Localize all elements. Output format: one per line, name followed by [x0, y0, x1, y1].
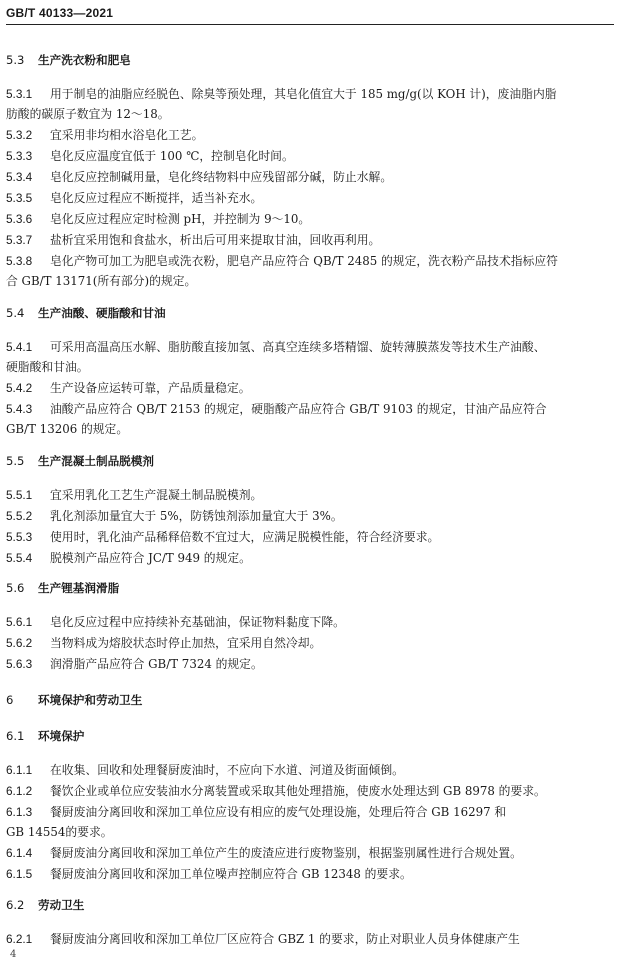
- clause-text: 生产洗衣粉和肥皂: [38, 53, 131, 67]
- clause-text: 餐厨废油分离回收和深加工单位应设有相应的废气处理设施，处理后符合 GB 16297 和: [50, 805, 507, 819]
- clause: [6, 399, 620, 419]
- clause: [6, 633, 620, 653]
- clause: [6, 167, 620, 187]
- section-heading: [6, 690, 620, 710]
- clause-text: GB/T 13206 的规定。: [6, 422, 129, 436]
- clause-text: 脱模剂产品应符合 JC/T 949 的规定。: [50, 551, 251, 565]
- clause-text: 肪酸的碳原子数宜为 12～18。: [6, 107, 170, 121]
- clause-continuation: [6, 419, 620, 439]
- clause-text: 油酸产品应符合 QB/T 2153 的规定，硬脂酸产品应符合 GB/T 9103 的规定，甘油产品应符合: [50, 402, 547, 416]
- clause-number: 5.5.3: [6, 530, 33, 544]
- clause-text: 餐饮企业或单位应安装油水分离装置或采取其他处理措施，使废水处理达到 GB 8978 的要求。: [50, 784, 546, 798]
- clause: [6, 929, 620, 949]
- clause-number: 5.6.1: [6, 615, 33, 629]
- clause-number: 5.4: [6, 306, 25, 320]
- clause-number: 5.4.3: [6, 402, 33, 416]
- clause-text: 皂化产物可加工为肥皂或洗衣粉，肥皂产品应符合 QB/T 2485 的规定，洗衣粉产品技术指标应符: [50, 254, 558, 268]
- clause-text: 餐厨废油分离回收和深加工单位产生的废渣应进行废物鉴别，根据鉴别属性进行合规处置。: [50, 846, 522, 860]
- clause: [6, 802, 620, 822]
- clause-text: 生产锂基润滑脂: [38, 581, 120, 595]
- clause-text: 皂化反应过程中应持续补充基础油，保证物料黏度下降。: [50, 615, 345, 629]
- clause: [6, 843, 620, 863]
- standard-code: GB/T 40133—2021: [6, 6, 114, 20]
- clause-text: 使用时，乳化油产品稀释倍数不宜过大，应满足脱模性能，符合经济要求。: [50, 530, 440, 544]
- clause-text: 生产设备应运转可靠，产品质量稳定。: [50, 381, 251, 395]
- section-heading: [6, 451, 620, 471]
- section-heading: [6, 303, 620, 323]
- clause: [6, 527, 620, 547]
- page-number: 4: [10, 949, 17, 960]
- clause-number: 5.6: [6, 581, 25, 595]
- clause-number: 5.3.8: [6, 254, 33, 268]
- clause-text: 乳化剂添加量宜大于 5%，防锈蚀剂添加量宜大于 3%。: [50, 509, 343, 523]
- clause-number: 6.1.4: [6, 846, 33, 860]
- clause-text: 餐厨废油分离回收和深加工单位厂区应符合 GBZ 1 的要求，防止对职业人员身体健康产生: [50, 932, 520, 946]
- clause-number: 6.1.3: [6, 805, 33, 819]
- clause-text: 可采用高温高压水解、脂肪酸直接加氢、高真空连续多塔精馏、旋转薄膜蒸发等技术生产油酸、: [50, 340, 546, 354]
- clause: [6, 209, 620, 229]
- clause-text: 宜采用非均相水浴皂化工艺。: [50, 128, 204, 142]
- clause-text: 皂化反应温度宜低于 100 ℃，控制皂化时间。: [50, 149, 294, 163]
- clause: [6, 506, 620, 526]
- section-heading: [6, 726, 620, 746]
- clause: [6, 188, 620, 208]
- clause: [6, 146, 620, 166]
- clause-text: 环境保护和劳动卫生: [38, 693, 143, 707]
- clause-number: 5.3.4: [6, 170, 33, 184]
- clause-number: 5.3.1: [6, 87, 33, 101]
- clause-number: 5.6.2: [6, 636, 33, 650]
- clause-number: 5.5.1: [6, 488, 33, 502]
- clause: [6, 654, 620, 674]
- clause: [6, 251, 620, 271]
- clause-number: 5.3.3: [6, 149, 33, 163]
- clause-text: 皂化反应过程应不断搅拌，适当补充水。: [50, 191, 263, 205]
- clause-number: 6.1.1: [6, 763, 33, 777]
- clause-continuation: [6, 357, 620, 377]
- clause-continuation: [6, 271, 620, 291]
- clause-text: 生产油酸、硬脂酸和甘油: [38, 306, 166, 320]
- clause-number: 5.5: [6, 454, 25, 468]
- clause-text: 皂化反应控制碱用量，皂化终结物料中应残留部分碱，防止水解。: [50, 170, 393, 184]
- clause-number: 6: [6, 693, 14, 707]
- clause: [6, 337, 620, 357]
- clause-text: 皂化反应过程应定时检测 pH，并控制为 9～10。: [50, 212, 311, 226]
- clause: [6, 548, 620, 568]
- clause-number: 6.1.2: [6, 784, 33, 798]
- clause-text: 润滑脂产品应符合 GB/T 7324 的规定。: [50, 657, 263, 671]
- clause-continuation: [6, 104, 620, 124]
- section-heading: [6, 50, 620, 70]
- clause-text: 盐析宜采用饱和食盐水，析出后可用来提取甘油，回收再利用。: [50, 233, 381, 247]
- clause-number: 5.3.7: [6, 233, 33, 247]
- clause-number: 6.2.1: [6, 932, 33, 946]
- clause-text: 劳动卫生: [38, 898, 85, 912]
- clause-number: 5.5.4: [6, 551, 33, 565]
- clause: [6, 864, 620, 884]
- clause-number: 5.5.2: [6, 509, 33, 523]
- clause: [6, 125, 620, 145]
- clause-text: GB 14554的要求。: [6, 825, 113, 839]
- clause-number: 5.4.2: [6, 381, 33, 395]
- section-heading: [6, 895, 620, 915]
- clause-text: 环境保护: [38, 729, 85, 743]
- clause-number: 5.3.2: [6, 128, 33, 142]
- clause: [6, 781, 620, 801]
- clause-text: 合 GB/T 13171(所有部分)的规定。: [6, 274, 197, 288]
- clause: [6, 378, 620, 398]
- clause: [6, 84, 620, 104]
- clause-text: 餐厨废油分离回收和深加工单位噪声控制应符合 GB 12348 的要求。: [50, 867, 412, 881]
- clause-text: 宜采用乳化工艺生产混凝土制品脱模剂。: [50, 488, 263, 502]
- clause: [6, 612, 620, 632]
- clause: [6, 485, 620, 505]
- section-heading: [6, 578, 620, 598]
- clause-text: 在收集、回收和处理餐厨废油时，不应向下水道、河道及街面倾倒。: [50, 763, 404, 777]
- clause-number: 6.1: [6, 729, 25, 743]
- clause-number: 5.3.5: [6, 191, 33, 205]
- clause-number: 5.4.1: [6, 340, 33, 354]
- clause-text: 当物料成为熔胶状态时停止加热，宜采用自然冷却。: [50, 636, 322, 650]
- clause: [6, 760, 620, 780]
- clause-text: 用于制皂的油脂应经脱色、除臭等预处理，其皂化值宜大于 185 mg/g(以 KOH 计)，废油脂内脂: [50, 87, 557, 101]
- clause-number: 5.6.3: [6, 657, 33, 671]
- clause-number: 5.3.6: [6, 212, 33, 226]
- clause: [6, 230, 620, 250]
- clause-continuation: [6, 822, 620, 842]
- clause-number: 5.3: [6, 53, 25, 67]
- clause-text: 生产混凝土制品脱模剂: [38, 454, 154, 468]
- clause-number: 6.2: [6, 898, 25, 912]
- clause-number: 6.1.5: [6, 867, 33, 881]
- clause-text: 硬脂酸和甘油。: [6, 360, 89, 374]
- header-rule: [6, 24, 614, 25]
